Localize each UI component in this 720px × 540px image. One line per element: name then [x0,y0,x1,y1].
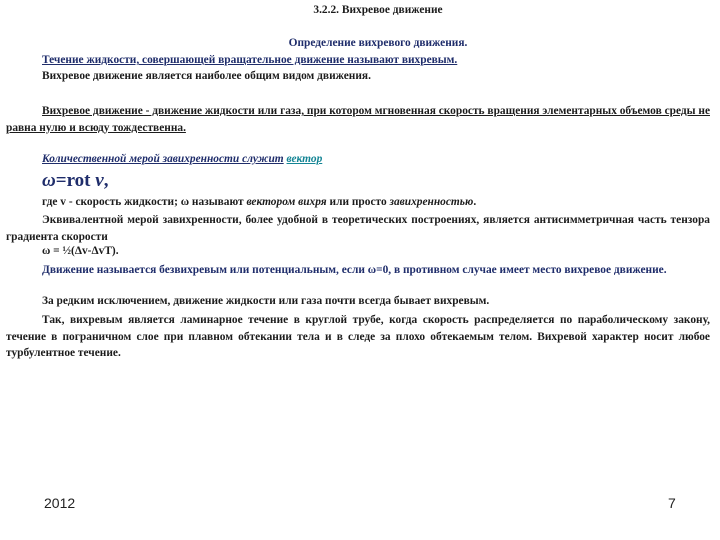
where-prefix: где v - скорость жидкости; ω называют [42,196,247,208]
slide-title: 3.2.2. Вихревое движение [313,4,443,16]
measure-text: Количественной мерой завихренности служит [42,153,284,165]
where-term-vorticity: завихренностью [389,196,474,208]
where-line [42,196,476,208]
curl-formula [42,170,108,192]
where-term-vortex-vector: вектором вихря [246,196,327,208]
irrotational-definition: Движение называется безвихревым или потенциальным, если ω=0, в противном случае имеет место вихревое движение. [42,264,667,276]
equivalent-measure: Эквивалентной мерой завихренности, более удобной в теоретических построениях, является антисимметричная часть тензора градиента скорости [6,214,710,243]
where-mid: или просто [326,196,390,208]
measure-line [42,153,322,165]
footer-year: 2012 [44,495,76,511]
page-number: 7 [668,495,676,511]
formula-comma: , [103,170,109,191]
definition-line: Течение жидкости, совершающей вращательное движение называют вихревым. [42,54,458,66]
rare-exception: За редким исключением, движение жидкости или газа почти всегда бывает вихревым. [42,295,490,307]
formula-rot: =rot [55,170,96,191]
vortex-definition: Вихревое движение - движение жидкости или газа, при котором мгновенная скорость вращения элементарных объемов среды не равна нулю и всюду тождественна. [6,105,710,134]
formula-v: v [95,170,104,191]
formula-omega: ω [42,170,56,191]
general-motion-line: Вихревое движение является наиболее общим видом движения. [42,70,371,82]
definition-heading: Определение вихревого движения. [288,37,468,49]
vector-link[interactable]: вектор [286,153,323,165]
laminar-examples: Так, вихревым является ламинарное течение в круглой трубе, когда скорость распределяется по параболическому закону, течение в пограничном слое при плавном обтекании тела и в следе за плохо обтекаемым телом. Вихревой характер носит любое турбулентное течение. [6,314,710,359]
where-end: . [473,196,477,208]
omega-equation: ω = ½(Δv-ΔvT). [42,245,119,257]
